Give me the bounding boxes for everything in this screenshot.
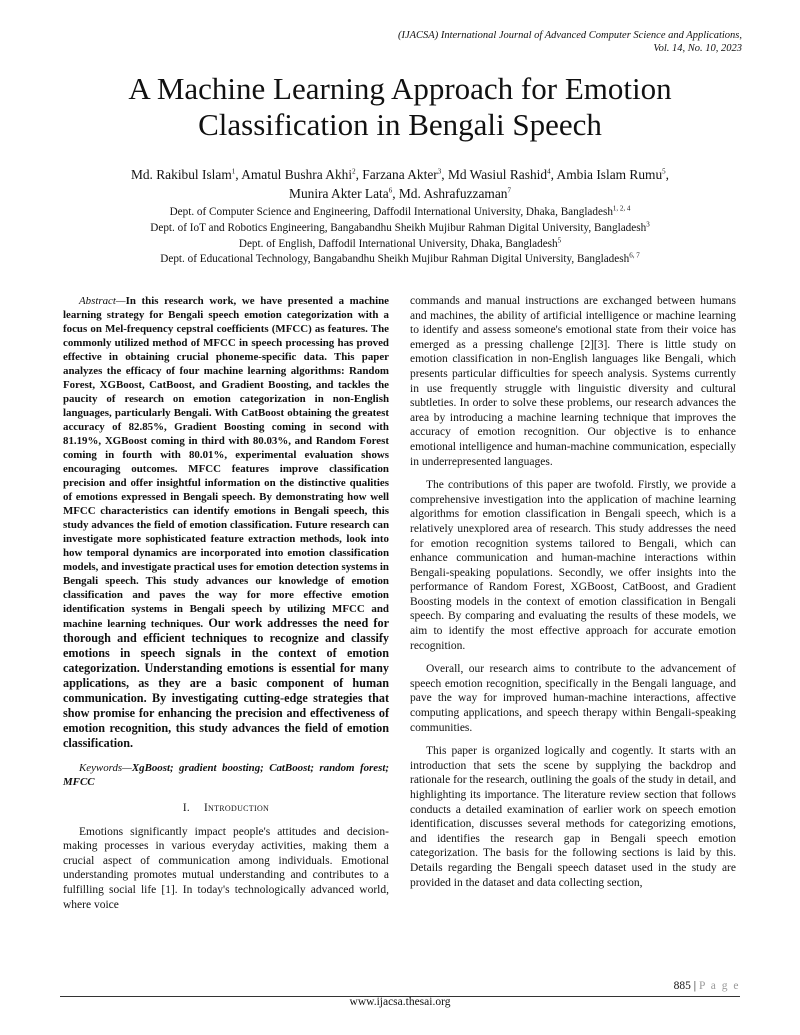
keywords-body: XgBoost; gradient boosting; CatBoost; random forest; MFCC xyxy=(63,762,389,788)
journal-website: www.ijacsa.thesai.org xyxy=(349,996,451,1008)
affiliation: Dept. of IoT and Robotics Engineering, Bangabandhu Sheikh Mujibur Rahman Digital University, Bangladesh$^3$ xyxy=(150,220,650,234)
page-number: 885 | P a g e xyxy=(673,980,740,992)
keywords-label: Keywords— xyxy=(79,762,132,774)
intro-paragraph-4: This paper is organized logically and cogently. It starts with an introduction that sets the scene by supplying the backdrop and rationale for the research, outlining the goals of the study in detail, and highlighting its importance. The literature review section that follows conducts a detailed examination of earlier work on speech emotion identification, discusses several methods for categorizing emotions, and identifies the research gap in Bengali speech emotion categorization. The basis for the following sections is laid by this. Details regarding the Bengali speech dataset used in the study are provided in the dataset and data collecting section, xyxy=(410,745,736,889)
right-column xyxy=(410,294,736,890)
section-title: Introduction xyxy=(204,802,270,814)
author: Md. Rakibul Islam$^1$, xyxy=(130,167,242,182)
affiliation: Dept. of Computer Science and Engineering, Daffodil International University, Dhaka, Bangladesh$^{1, 2, 4}$ xyxy=(169,204,631,218)
affiliation: Dept. of English, Daffodil International University, Dhaka, Bangladesh$^5$ xyxy=(238,235,562,250)
intro-paragraph-1-continued: commands and manual instructions are exchanged between humans and machines, the ability of artificial intelligence or machine learning to identify and assess someone's emotional state from their voice has emerged as a pressing challenge [2][3]. There is little study on emotion classification in non-English languages like Bengali, which presents particular difficulties for speech analysis. Systems currently in use frequently struggle with linguistic diversity and cultural subtleties. In order to solve these problems, our research advances the area by introducing a machine learning technique that improves the accuracy of emotion recognition. Our objective is to enhance emotional intelligence and human-machine communication, especially in underrepresented languages. xyxy=(410,295,736,468)
journal-name: (IJACSA) International Journal of Advanced Computer Science and Applications, xyxy=(397,30,742,41)
running-head xyxy=(398,29,742,55)
author-list xyxy=(60,165,740,203)
affiliation: Dept. of Educational Technology, Bangabandhu Sheikh Mujibur Rahman Digital University, Bangladesh$^{6, 7}$ xyxy=(160,251,640,266)
abstract-tail: Our work addresses the need for thorough and efficient techniques to recognize and classify emotions in speech signals in the context of emotion categorization. Understanding emotions is essential for many applications, as they are a basic component of human communication. By investigating cutting-edge strategies that show promise for enhancing the precision and effectiveness of emotion recognition, this study advances the field of emotion classification. xyxy=(63,616,389,750)
author: Md. Ashrafuzzaman$^7$ xyxy=(398,186,511,201)
abstract-label: Abstract— xyxy=(79,295,126,307)
paper-title xyxy=(60,71,740,143)
section-number: I. xyxy=(182,802,190,814)
author: Ambia Islam Rumu$^5$, xyxy=(556,167,670,182)
section-heading-introduction xyxy=(63,801,389,816)
intro-paragraph-3: Overall, our research aims to contribute to the advancement of speech emotion recognition, specifically in the Bengali language, and pave the way for improved human-machine interactions, affective computing applications, and speech therapy within Bengali-speaking communities. xyxy=(410,663,736,734)
keywords xyxy=(63,761,389,789)
intro-paragraph-1: Emotions significantly impact people's attitudes and decision-making processes in various everyday activities, making them a crucial aspect of communication among individuals. Emotional understanding promotes mutual understanding and contributes to a fulfilling social life [1]. In today's technologically advanced world, where voice xyxy=(63,825,389,911)
journal-volume: Vol. 14, No. 10, 2023 xyxy=(653,43,742,54)
intro-paragraph-2: The contributions of this paper are twofold. Firstly, we provide a comprehensive investigation into the application of machine learning algorithms for emotion classification in Bengali speech, which is a relatively unexplored area of research. This study addresses the need for emotion recognition systems tailored to Bengali, which can enhance communication and human-machine interactions within Bengali-speaking populations. Secondly, we offer insights into the performance of Random Forest, XGBoost, CatBoost, and Gradient Boosting models in the context of emotion classification in Bengali speech. By comparing and evaluating the results of these models, we aim to identify the most effective approach for accurate emotion recognition. xyxy=(410,479,736,652)
affiliation-list xyxy=(60,205,740,268)
abstract-body: In this research work, we have presented a machine learning strategy for Bengali speech emotion categorization with a focus on Mel-frequency cepstral coefficients (MFCC) as features. The commonly utilized method of MFCC in speech processing has proved effective in obtaining crucial phoneme-specific data. This paper analyzes the efficacy of four machine learning algorithms: Random Forest, XGBoost, CatBoost, and Gradient Boosting, and tackles the paucity of research on emotion categorization in non-English languages, particularly Bengali. With CatBoost obtaining the greatest accuracy of 82.85%, Gradient Boosting coming in second with 81.19%, XGBoost coming in third with 80.03%, and Random Forest coming in fourth with 80.01%, experimental evaluation shows encouraging outcomes. MFCC features improve classification precision and offer insightful information on the distinctive qualities of emotions expressed in Bengali speech. By demonstrating how well MFCC characteristics can identify emotions in Bengali speech, this study advances the field of emotion classification. Future research can investigate more sophisticated feature extraction methods, look into how temporal dynamics are incorporated into emotion classification models, and investigate practical uses for emotion detection systems in Bengali speech. This study advances our knowledge of emotion classification and paves the way for more effective emotion identification systems in Bengali speech by utilizing MFCC and machine learning techniques. xyxy=(63,295,389,630)
title-line-1: A Machine Learning Approach for Emotion xyxy=(128,71,672,106)
author: Amatul Bushra Akhi$^2$, xyxy=(241,167,363,182)
title-line-2: Classification in Bengali Speech xyxy=(198,107,602,142)
author: Md Wasiul Rashid$^4$, xyxy=(447,167,557,182)
author: Munira Akter Lata$^6$, xyxy=(289,186,399,201)
left-column xyxy=(63,294,389,912)
abstract xyxy=(63,294,389,751)
author: Farzana Akter$^3$, xyxy=(362,167,448,182)
page-label: P a g e xyxy=(698,980,740,992)
